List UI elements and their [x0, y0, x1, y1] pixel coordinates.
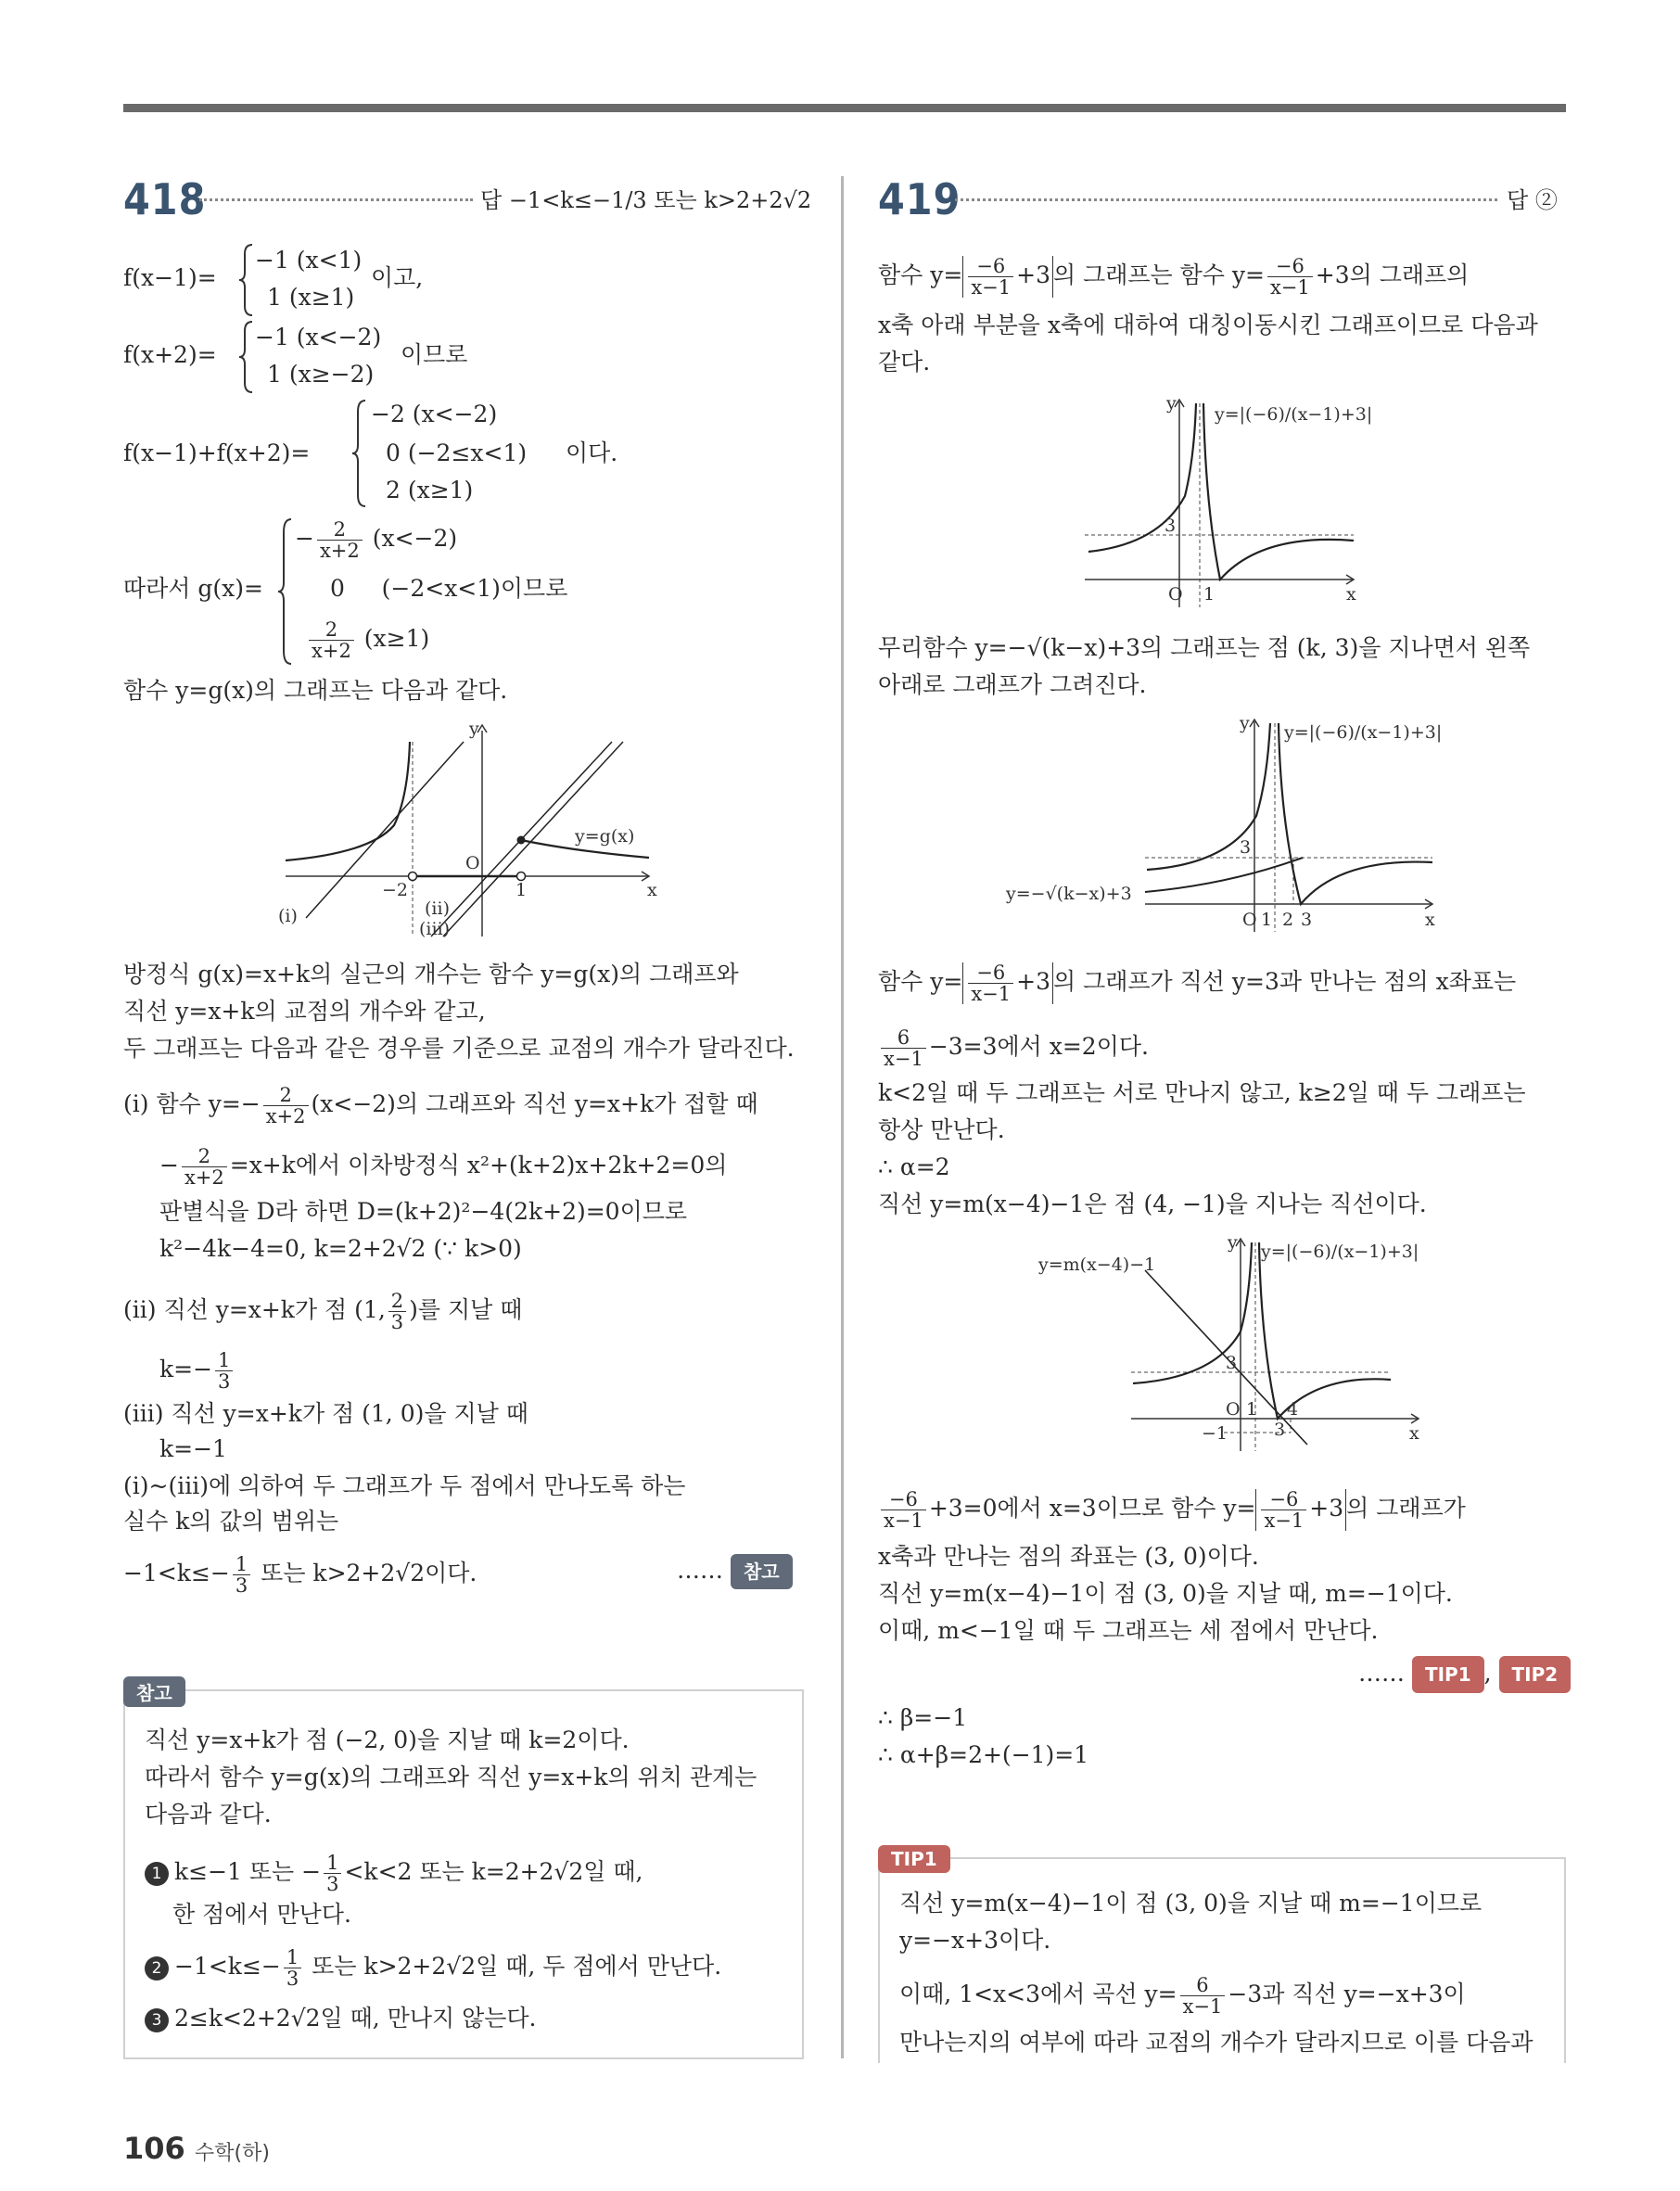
tip2-marker: TIP2	[1499, 1656, 1572, 1693]
text-line: 직선 y=x+k의 교점의 개수와 같고,	[123, 998, 486, 1025]
g-case-1: − $\frac{2}{x+2}$ (x<−2)	[295, 518, 458, 562]
eq-g-lhs: 따라서 g(x)=	[123, 575, 263, 602]
eq-fx1	[123, 262, 217, 294]
svg-text:1: 1	[1261, 910, 1273, 930]
text-line: $\frac{6}{x-1}$ −3=3에서 x=2이다.	[878, 1027, 1149, 1069]
text-tail: 이므로	[401, 341, 468, 368]
graph-intro: 함수 y=g(x)의 그래프는 다음과 같다.	[123, 677, 508, 704]
case-line: 1 (x≥−2)	[267, 361, 375, 388]
eq-lhs: f(x+2)=	[123, 341, 217, 368]
text-line: 아래로 그래프가 그려진다.	[878, 671, 1147, 698]
origin-label: O	[465, 853, 480, 873]
column-divider	[841, 176, 844, 2058]
graph-g	[278, 719, 668, 946]
svg-text:x: x	[1346, 584, 1356, 605]
line-label: (i)	[278, 906, 298, 926]
axis-label-x: x	[647, 880, 657, 900]
note-tag: 참고	[123, 1676, 185, 1707]
note-item-2: 2 −1<k≤− $\frac{1}{3}$ 또는 k>2+2√2일 때, 두 점에서 만난다.	[145, 1947, 721, 1989]
text-line: 항상 만난다.	[878, 1116, 1005, 1143]
axis-label-y: y	[469, 719, 479, 739]
tick-label: −2	[382, 880, 409, 900]
answer-418	[480, 182, 811, 214]
answer-text: 답 ②	[1507, 187, 1558, 213]
svg-text:1: 1	[1203, 584, 1215, 605]
conclusion: 실수 k의 값의 범위는	[123, 1508, 339, 1535]
text-tail: 이고,	[371, 264, 424, 291]
svg-text:O: O	[1168, 584, 1183, 605]
leader-dots	[955, 198, 1497, 201]
eq-lhs: f(x−1)=	[123, 264, 217, 291]
tip-markers: …… TIP1 , TIP2	[1358, 1656, 1571, 1693]
case-i-l4: k²−4k−4=0, k=2+2√2 (∵ k>0)	[159, 1235, 522, 1262]
case-ii-l2: k=− $\frac{1}{3}$	[159, 1350, 235, 1392]
graph-abs-and-line	[1038, 1233, 1428, 1456]
page-number: 106	[123, 2131, 185, 2166]
case-iii: (iii) 직선 y=x+k가 점 (1, 0)을 지날 때	[123, 1400, 528, 1427]
svg-text:y=|(−6)/(x−1)+3|: y=|(−6)/(x−1)+3|	[1215, 404, 1373, 425]
curve-left	[286, 742, 410, 860]
svg-text:y: y	[1240, 713, 1250, 733]
case-line: −1 (x<−2)	[255, 324, 382, 350]
tip-line: 직선 y=m(x−4)−1이 점 (3, 0)을 지날 때 m=−1이므로	[899, 1890, 1483, 1917]
note-item-1: 1 k≤−1 또는 − $\frac{1}{3}$ <k<2 또는 k=2+2√2일 때,	[145, 1853, 643, 1894]
svg-text:3: 3	[1226, 1353, 1238, 1373]
top-rule	[123, 104, 1566, 112]
case-i-l2: − $\frac{2}{x+2}$ =x+k에서 이차방정식 x²+(k+2)x+2k+2=0의	[159, 1145, 728, 1189]
case-iii-l2: k=−1	[159, 1435, 227, 1462]
text-line: $\frac{-6}{x-1}$ +3=0에서 x=3이므로 함수 y= $\frac{-6}{x-1}$ +3 의 그래프가	[878, 1489, 1466, 1531]
brace	[352, 399, 367, 508]
case-line: 0 (−2≤x<1)	[386, 439, 528, 466]
text-line: ∴ β=−1	[878, 1704, 968, 1731]
text-line: x축과 만나는 점의 좌표는 (3, 0)이다.	[878, 1543, 1259, 1570]
eq-sum-lhs: f(x−1)+f(x+2)=	[123, 439, 311, 466]
subject-label: 수학(하)	[195, 2142, 270, 2165]
problem-number-418: 418	[123, 174, 207, 224]
note-item-3: 3 2≤k<2+2√2일 때, 만나지 않는다.	[145, 2003, 536, 2034]
svg-text:y=m(x−4)−1: y=m(x−4)−1	[1038, 1255, 1156, 1275]
svg-text:y=|(−6)/(x−1)+3|: y=|(−6)/(x−1)+3|	[1261, 1242, 1419, 1262]
tip1-tag: TIP1	[878, 1845, 950, 1873]
svg-text:y=|(−6)/(x−1)+3|: y=|(−6)/(x−1)+3|	[1284, 722, 1443, 743]
text-line: k<2일 때 두 그래프는 서로 만나지 않고, k≥2일 때 두 그래프는	[878, 1079, 1526, 1106]
tick-label: 1	[515, 880, 528, 900]
text-line: x축 아래 부분을 x축에 대하여 대칭이동시킨 그래프이므로 다음과	[878, 312, 1538, 338]
text-line: 직선 y=m(x−4)−1은 점 (4, −1)을 지나는 직선이다.	[878, 1191, 1427, 1217]
svg-text:O: O	[1242, 910, 1257, 930]
svg-text:O: O	[1226, 1399, 1241, 1420]
ref-marker: …… 참고	[677, 1554, 793, 1589]
text-line: ∴ α=2	[878, 1153, 950, 1180]
case-line: −2 (x<−2)	[371, 401, 498, 427]
graph-abs-and-root	[1006, 714, 1442, 936]
fraction: $\frac{2}{x+2}$	[317, 519, 363, 561]
graph-abs-rational	[1085, 393, 1373, 612]
tip-line: y=−x+3이다.	[899, 1927, 1051, 1954]
answer-text: 답 −1<k≤−1/3 또는 k>2+2√2	[480, 187, 812, 213]
case-ii: (ii) 직선 y=x+k가 점 (1, $\frac{2}{3}$ )를 지날 때	[123, 1290, 523, 1333]
text-line: 두 그래프는 다음과 같은 경우를 기준으로 교점의 개수가 달라진다.	[123, 1035, 795, 1062]
brace	[278, 517, 293, 666]
brace	[239, 243, 254, 317]
brace	[239, 320, 254, 394]
tip1-marker: TIP1	[1412, 1656, 1484, 1693]
note-line: 다음과 같다.	[145, 1801, 272, 1828]
text-line: 직선 y=m(x−4)−1이 점 (3, 0)을 지날 때, m=−1이다.	[878, 1580, 1453, 1607]
g-case-3: $\frac{2}{x+2}$ (x≥1)	[306, 619, 429, 661]
text-line: 함수 y= $\frac{-6}{x-1}$ +3 의 그래프가 직선 y=3과 만나는 점의 x좌표는	[878, 962, 1517, 1005]
ref-tag: 참고	[731, 1554, 793, 1589]
text-line: 무리함수 y=−√(k−x)+3의 그래프는 점 (k, 3)을 지나면서 왼쪽	[878, 634, 1531, 661]
svg-text:x: x	[1425, 910, 1435, 930]
conclusion: (i)~(iii)에 의하여 두 그래프가 두 점에서 만나도록 하는	[123, 1472, 686, 1499]
svg-text:y: y	[1228, 1232, 1238, 1253]
leader-dots	[199, 198, 473, 201]
problem-number-419: 419	[878, 174, 961, 224]
svg-text:2: 2	[1282, 910, 1294, 930]
case-line: 2 (x≥1)	[386, 477, 474, 503]
text-line: 이때, m<−1일 때 두 그래프는 세 점에서 만난다.	[878, 1617, 1379, 1644]
line-label: (ii)	[425, 898, 450, 919]
note-tag-wrap	[123, 1676, 185, 1707]
g-case-2: 0 (−2<x<1)이므로	[330, 575, 568, 602]
svg-text:3: 3	[1165, 516, 1177, 536]
svg-text:y=−√(k−x)+3: y=−√(k−x)+3	[1006, 884, 1132, 904]
case-i: (i) 함수 y=− $\frac{2}{x+2}$ (x<−2)의 그래프와 직선 y=x+k가 접할 때	[123, 1084, 758, 1127]
answer-419	[1507, 182, 1558, 214]
conclusion-range: −1<k≤− $\frac{1}{3}$ 또는 k>2+2√2이다.	[123, 1553, 477, 1597]
svg-text:1: 1	[1246, 1399, 1258, 1420]
svg-text:y: y	[1166, 393, 1177, 414]
note-line: 따라서 함수 y=g(x)의 그래프와 직선 y=x+k의 위치 관계는	[145, 1764, 757, 1790]
line-label: (iii)	[419, 919, 451, 939]
case-line: 1 (x≥1)	[267, 284, 355, 311]
case-i-l3: 판별식을 D라 하면 D=(k+2)²−4(2k+2)=0이므로	[159, 1198, 688, 1225]
text-line: 같다.	[878, 349, 931, 376]
curve-label: y=g(x)	[575, 826, 635, 847]
svg-text:4: 4	[1287, 1399, 1299, 1420]
open-point	[409, 873, 417, 881]
case-line: −1 (x<1)	[255, 247, 363, 274]
text-line: 방정식 g(x)=x+k의 실근의 개수는 함수 y=g(x)의 그래프와	[123, 961, 739, 987]
svg-text:3: 3	[1301, 910, 1313, 930]
text-line: 함수 y= $\frac{-6}{x-1}$ +3 의 그래프는 함수 y= $\frac{-6}{x-1}$ +3의 그래프의	[878, 255, 1470, 299]
text-tail: 이다.	[566, 439, 618, 466]
svg-text:3: 3	[1274, 1420, 1286, 1440]
fraction: $\frac{2}{x+2}$	[309, 619, 354, 661]
note-line: 직선 y=x+k가 점 (−2, 0)을 지날 때 k=2이다.	[145, 1726, 630, 1753]
note-item-1b: 한 점에서 만난다.	[172, 1901, 351, 1928]
tip-line: 이때, 1<x<3에서 곡선 y= $\frac{6}{x-1}$ −3과 직선 y=−x+3이	[899, 1974, 1466, 2018]
svg-text:3: 3	[1240, 837, 1252, 858]
svg-text:x: x	[1409, 1423, 1419, 1444]
tip-line: 만나는지의 여부에 따라 교점의 개수가 달라지므로 이를 다음과	[899, 2029, 1534, 2056]
svg-text:−1: −1	[1202, 1423, 1228, 1444]
text-line: ∴ α+β=2+(−1)=1	[878, 1741, 1089, 1768]
tip1-tag-wrap	[878, 1845, 950, 1873]
eq-fx2	[123, 339, 217, 371]
